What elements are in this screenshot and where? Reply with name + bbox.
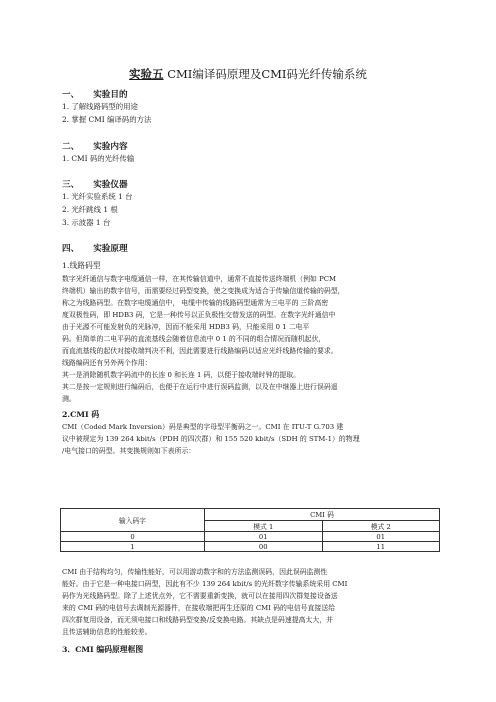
paragraph-line: 码。但简单的二电平码的直流基线会随着信息流中 0 1 的不同的组合情况而随机起伏， xyxy=(62,335,326,343)
table-cell: 00 xyxy=(205,542,322,552)
paragraph-line: CMI（Coded Mark Inversion）码是典型的字母型平衡码之一。CMI 在 ITU-T G.703 建 xyxy=(62,423,344,431)
table-cell: 11 xyxy=(322,542,440,552)
section-3-item: 1. 光纤实验系统 1 台 xyxy=(62,192,133,201)
table-row xyxy=(61,532,440,542)
paragraph-line: CMI 由于结构均匀，传输性能好，可以用游动数字和的方法监测误码，因此误码监测性 xyxy=(62,568,328,576)
paragraph-line: 四次群复用设备，而无须电接口和线路码型变换/反变换电路。其缺点是码速提高太大，并 xyxy=(62,616,334,624)
paragraph-line: 而直流基线的起伏对接收端判决不利，因此需要进行线路编码以适应光纤线路传输的要求。 xyxy=(62,347,338,355)
section-2-item: 1. CMI 码的光纤传输 xyxy=(62,154,135,163)
section-4-num: 四、 xyxy=(62,244,80,254)
section-3-heading xyxy=(62,178,128,190)
table-row xyxy=(61,542,440,552)
paragraph-line: 线路编码还有另外两个作用： xyxy=(62,359,152,367)
table-cell: 01 xyxy=(205,532,322,542)
paragraph-line: 来的 CMI 码的电信号去调制光源器件，在接收端把再生还原的 CMI 码的电信号直接送给 xyxy=(62,604,336,612)
section-1-heading xyxy=(62,88,128,100)
section-4-heading xyxy=(62,242,128,254)
section-1-title: 实验目的 xyxy=(93,90,128,100)
section-4-title: 实验原理 xyxy=(93,244,128,254)
table-header-cmi: CMI 码 xyxy=(205,509,440,521)
paragraph-line: 其二是按一定规则进行编码后，也便于在运行中进行误码监测，以及在中继器上进行误码遥 xyxy=(62,383,338,391)
section-2-title: 实验内容 xyxy=(93,142,128,152)
paragraph-line: 测。 xyxy=(62,395,76,403)
subsection-1-heading: 1.线路码型 xyxy=(62,261,101,270)
section-3-title: 实验仪器 xyxy=(93,180,128,190)
table-header-input: 输入码字 xyxy=(61,509,205,532)
section-1-item: 2. 掌握 CMI 编译码的方法 xyxy=(62,115,152,124)
paragraph-line: /电气接口的码型。其变换规则如下表所示： xyxy=(62,447,196,455)
paragraph-1 xyxy=(62,273,345,405)
table-row xyxy=(61,509,440,521)
section-1-item: 1. 了解线路码型的用途 xyxy=(62,102,138,111)
paragraph-line: 终端机）输出的数字信号，而需要经过码型变换，使之变换成为适合于传输信道传输的码型， xyxy=(62,287,345,295)
table-header-mode1: 模式 1 xyxy=(205,520,322,532)
paragraph-line: 其一是消除随机数字码流中的长连 0 和长连 1 码，以便于接收端时钟的提取。 xyxy=(62,371,301,379)
section-1-num: 一、 xyxy=(62,90,80,100)
title-prefix: 实验五 xyxy=(129,67,164,81)
paragraph-line: 数字光纤通信与数字电缆通信一样，在其传输信道中，通常不直接传送终端机（例如 PCM xyxy=(62,275,337,283)
paragraph-line: 由于光源不可能发射负的光脉冲，因而不能采用 HDB3 码，只能采用 0 1 二电平 xyxy=(62,323,310,331)
title-text: CMI编译码原理及CMI码光纤传输系统 xyxy=(163,67,367,81)
section-3-num: 三、 xyxy=(62,180,80,190)
paragraph-line: 且传送辅助信息的性能较差。 xyxy=(62,628,152,636)
section-2-num: 二、 xyxy=(62,142,80,152)
paragraph-line: 称之为线路码型。在数字电缆通信中， 电缆中传输的线路码型通常为三电平的 三阶高密 xyxy=(62,299,329,307)
table-cell: 01 xyxy=(322,532,440,542)
subsection-3-heading: 3．CMI 编码原理框图 xyxy=(62,645,144,654)
paragraph-line: 能好。由于它是一种电接口码型，因此有不少 139 264 kbit/s 的光纤数字传输系统采用 CMI xyxy=(62,580,348,588)
section-2-heading xyxy=(62,140,128,152)
paragraph-line: 码作为光线路码型。除了上述优点外，它不需要重新变换，就可以在接用四次群复接设备送 xyxy=(62,592,338,600)
section-3-item: 3. 示波器 1 台 xyxy=(62,218,111,227)
table-cell: 0 xyxy=(61,532,205,542)
paragraph-line: 度双极性码，即 HDB3 码，它是一种传号以正负极性交替发送的码型。在数字光纤通信中 xyxy=(62,311,336,319)
paragraph-line: 议中被规定为 139 264 kbit/s（PDH 的四次群）和 155 520 kbit/s（SDH 的 STM-1）的物理 xyxy=(62,435,360,443)
table-header-mode2: 模式 2 xyxy=(322,520,440,532)
document-title xyxy=(0,66,496,82)
paragraph-2 xyxy=(62,421,360,457)
paragraph-3 xyxy=(62,566,347,638)
table-cell: 1 xyxy=(61,542,205,552)
cmi-code-table xyxy=(60,508,440,552)
subsection-2-heading: 2.CMI 码 xyxy=(62,410,100,419)
section-3-item: 2. 光纤跳线 1 根 xyxy=(62,205,118,214)
